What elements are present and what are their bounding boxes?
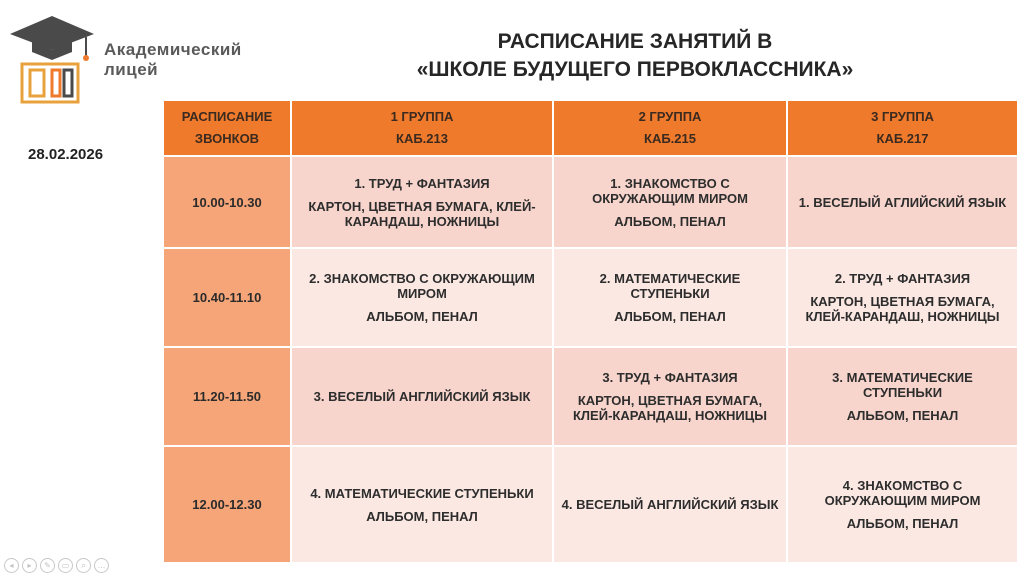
group-name: 3 ГРУППА (871, 109, 934, 124)
time-slot: 12.00-12.30 (163, 446, 291, 563)
lesson-title: 1. ТРУД + ФАНТАЗИЯ (354, 175, 490, 191)
table-row (163, 156, 1018, 248)
lesson-title: 3. ТРУД + ФАНТАЗИЯ (602, 370, 738, 385)
lesson-title: 3. ВЕСЕЛЫЙ АНГЛИЙСКИЙ ЯЗЫК (313, 389, 531, 404)
table-row (163, 347, 1018, 446)
lesson-materials: АЛЬБОМ, ПЕНАЛ (366, 508, 478, 524)
header-bell-schedule: РАСПИСАНИЕ ЗВОНКОВ (163, 100, 291, 156)
lesson-title: 1. ВЕСЕЛЫЙ АГЛИЙСКИЙ ЯЗЫК (798, 194, 1007, 210)
page-title (330, 28, 940, 84)
zoom-icon[interactable]: ⌕ (76, 558, 91, 573)
time-slot: 11.20-11.50 (163, 347, 291, 446)
lesson-cell (553, 248, 787, 347)
lesson-title: 4. МАТЕМАТИЧЕСКИЕ СТУПЕНЬКИ (310, 485, 534, 501)
lesson-cell (553, 156, 787, 248)
time-slot: 10.00-10.30 (163, 156, 291, 248)
table-row (163, 248, 1018, 347)
next-icon[interactable]: ▸ (22, 558, 37, 573)
lesson-title: 2. ЗНАКОМСТВО С ОКРУЖАЮЩИМ МИРОМ (309, 271, 535, 301)
title-line-1: РАСПИСАНИЕ ЗАНЯТИЙ В (497, 30, 773, 53)
lesson-cell (291, 446, 553, 563)
lesson-title: 2. МАТЕМАТИЧЕСКИЕ СТУПЕНЬКИ (599, 271, 741, 301)
lesson-materials: АЛЬБОМ, ПЕНАЛ (614, 213, 726, 229)
lesson-cell (553, 347, 787, 446)
brand-line-2: лицей (104, 60, 159, 79)
header-group-3 (787, 100, 1018, 156)
lesson-cell (787, 248, 1018, 347)
lesson-materials: АЛЬБОМ, ПЕНАЛ (846, 516, 959, 531)
brand-name (104, 40, 242, 80)
lesson-cell (787, 347, 1018, 446)
lesson-cell (291, 248, 553, 347)
brand-line-1: Академический (104, 40, 242, 59)
pen-icon[interactable]: ✎ (40, 558, 55, 573)
more-icon[interactable]: … (94, 558, 109, 573)
table-row (163, 446, 1018, 563)
lesson-materials: АЛЬБОМ, ПЕНАЛ (366, 309, 478, 324)
table-header-row (163, 100, 1018, 156)
time-slot: 10.40-11.10 (163, 248, 291, 347)
lesson-cell (553, 446, 787, 563)
lesson-materials: АЛЬБОМ, ПЕНАЛ (846, 408, 959, 423)
view-icon[interactable]: ▭ (58, 558, 73, 573)
lesson-title: 4. ЗНАКОМСТВО С ОКРУЖАЮЩИМ МИРОМ (824, 478, 981, 508)
group-name: 2 ГРУППА (638, 109, 702, 124)
group-room: КАБ.215 (644, 131, 696, 146)
lesson-cell (787, 446, 1018, 563)
group-room: КАБ.217 (876, 131, 929, 146)
lesson-cell (787, 156, 1018, 248)
title-line-2: «ШКОЛЕ БУДУЩЕГО ПЕРВОКЛАССНИКА» (416, 58, 854, 81)
group-room: КАБ.213 (396, 131, 448, 146)
schedule-date: 28.02.2026 (28, 146, 104, 163)
lesson-title: 3. МАТЕМАТИЧЕСКИЕ СТУПЕНЬКИ (832, 370, 973, 400)
lyceum-logo-icon (2, 8, 98, 108)
schedule-table (162, 99, 1019, 564)
lesson-cell (291, 156, 553, 248)
lesson-title: 2. ТРУД + ФАНТАЗИЯ (834, 271, 971, 286)
slide-controls (4, 558, 109, 573)
prev-icon[interactable]: ◂ (4, 558, 19, 573)
group-name: 1 ГРУППА (390, 109, 454, 124)
lesson-materials: КАРТОН, ЦВЕТНАЯ БУМАГА, КЛЕЙ-КАРАНДАШ, НОЖНИЦЫ (573, 393, 767, 423)
header-group-2 (553, 100, 787, 156)
lesson-title: 1. ЗНАКОМСТВО С ОКРУЖАЮЩИМ МИРОМ (592, 175, 748, 206)
lesson-title: 4. ВЕСЕЛЫЙ АНГЛИЙСКИЙ ЯЗЫК (561, 497, 779, 512)
lesson-materials: КАРТОН, ЦВЕТНАЯ БУМАГА, КЛЕЙ-КАРАНДАШ, НОЖНИЦЫ (308, 198, 536, 229)
lesson-materials: КАРТОН, ЦВЕТНАЯ БУМАГА, КЛЕЙ-КАРАНДАШ, НОЖНИЦЫ (805, 294, 1000, 324)
header-group-1 (291, 100, 553, 156)
lesson-cell (291, 347, 553, 446)
lesson-materials: АЛЬБОМ, ПЕНАЛ (614, 309, 726, 324)
